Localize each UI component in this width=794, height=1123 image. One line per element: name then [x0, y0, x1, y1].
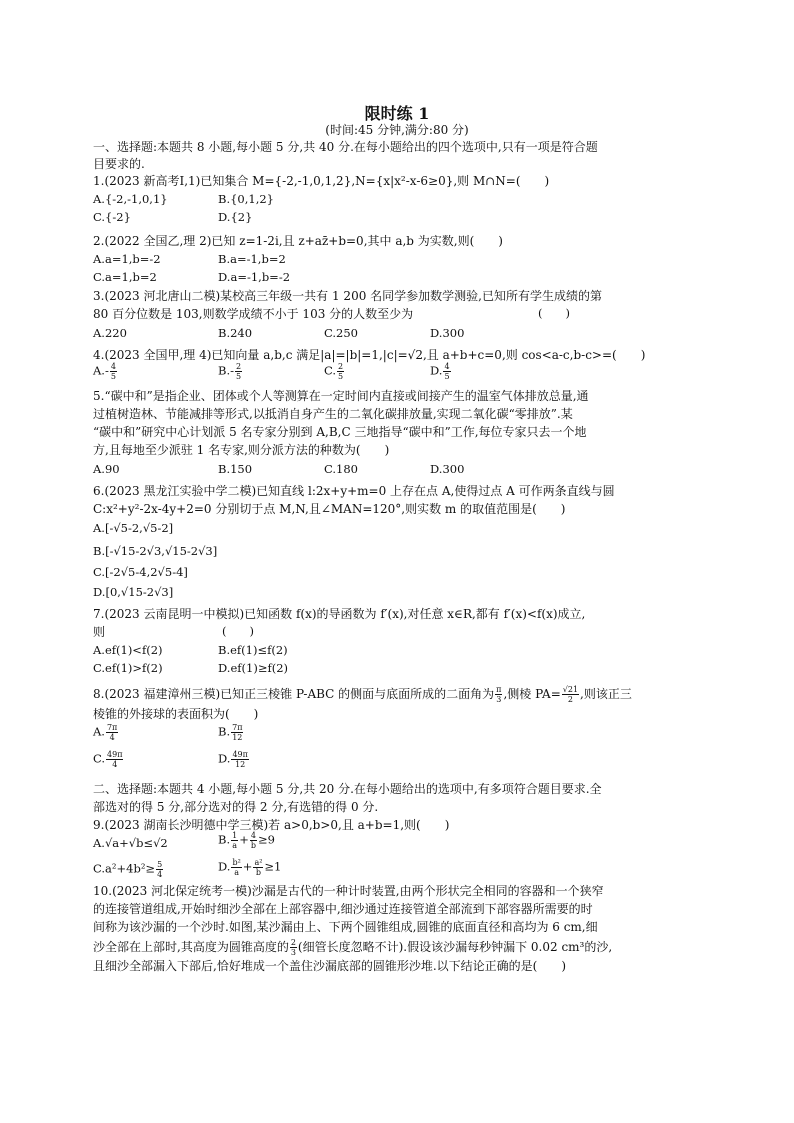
- q9-option-a: A.√a+√b≤√2: [93, 836, 168, 850]
- q9-option-d-denominator2: b: [255, 868, 261, 877]
- q10-stem-line2: 的连接管道组成,开始时细沙全部在上部容器中,细沙通过连接管道全部流到下部容器所需要的时: [93, 902, 593, 916]
- q9-option-b-suffix: ≥9: [257, 832, 275, 847]
- q9-option-c-numerator: 5: [157, 860, 163, 869]
- q7-option-d: D.ef(1)≥f(2): [218, 661, 288, 675]
- q3-option-b: B.240: [218, 326, 253, 340]
- q8-stem-text-end: ,则该正三: [580, 687, 632, 701]
- q4-option-a-prefix: A.-: [93, 363, 109, 378]
- q4-option-c-prefix: C.: [324, 363, 337, 378]
- q9-option-b-fraction2: [250, 831, 257, 850]
- q2-option-a: A.a=1,b=-2: [93, 252, 161, 266]
- q1-option-b: B.{0,1,2}: [218, 192, 275, 206]
- q10-stem-line3: 间称为该沙漏的一个沙时.如图,某沙漏由上、下两个圆锥组成,圆锥的底面直径和高均为 6 cm,细: [93, 920, 598, 934]
- q10-height-numerator: 2: [290, 938, 296, 947]
- q6-option-d: D.[0,√15-2√3]: [93, 585, 174, 599]
- q10-line4-text-end: (细管长度忽略不计).假设该沙漏每秒钟漏下 0.02 cm³的沙,: [297, 940, 613, 954]
- q2-option-b: B.a=-1,b=2: [218, 252, 286, 266]
- q6-stem-line1: 6.(2023 黑龙江实验中学二模)已知直线 l:2x+y+m=0 上存在点 A,使得过点 A 可作两条直线与圆: [93, 484, 615, 498]
- q9-option-d-prefix: D.: [218, 859, 231, 874]
- q5-option-b: B.150: [218, 462, 253, 476]
- q9-option-b-fraction1: [231, 831, 238, 850]
- q9-option-c-denominator: 4: [157, 870, 163, 879]
- q9-option-d-plus: +: [242, 859, 253, 874]
- section2-heading-line1: 二、选择题:本题共 4 小题,每小题 5 分,共 20 分.在每小题给出的选项中,有多项符合题目要求.全: [93, 782, 602, 796]
- q8-angle-fraction: [495, 685, 502, 704]
- section1-heading-line1: 一、选择题:本题共 8 小题,每小题 5 分,共 40 分.在每小题给出的四个选项中,只有一项是符合题: [93, 140, 598, 154]
- q6-stem-line2: C:x²+y²-2x-4y+2=0 分别切于点 M,N,且∠MAN=120°,则实数 m 的取值范围是( ): [93, 502, 566, 516]
- page-subtitle: (时间:45 分钟,满分:80 分): [325, 123, 469, 137]
- q9-option-b-plus: +: [239, 832, 249, 847]
- q4-option-c-numerator: 2: [338, 362, 344, 371]
- q6-option-b: B.[-√15-2√3,√15-2√3]: [93, 544, 218, 558]
- q9-option-b-denominator2: b: [250, 841, 256, 850]
- q8-option-c-prefix: C.: [93, 751, 106, 766]
- q9-option-b-numerator1: 1: [232, 831, 238, 840]
- q9-option-c-prefix: C.a²+4b²≥: [93, 861, 156, 876]
- q8-option-a: [93, 723, 119, 742]
- q8-option-c-denominator: 4: [112, 760, 118, 769]
- q7-option-b: B.ef(1)≤f(2): [218, 643, 288, 657]
- q4-option-b-denominator: 5: [236, 372, 242, 381]
- q10-stem-line1: 10.(2023 河北保定统考一模)沙漏是古代的一种计时装置,由两个形状完全相同的容器和一个狭窄: [93, 884, 604, 898]
- q8-option-d: [218, 750, 250, 769]
- q8-angle-numerator: π: [496, 685, 502, 694]
- q3-stem-line1: 3.(2023 河北唐山二模)某校高三年级一共有 1 200 名同学参加数学测验,已知所有学生成绩的第: [93, 289, 602, 303]
- q8-edge-numerator: √21: [562, 685, 579, 694]
- q10-stem-line4: [93, 938, 612, 957]
- q10-stem-line5: 且细沙全部漏入下部后,恰好堆成一个盖住沙漏底部的圆锥形沙堆.以下结论正确的是( ): [93, 959, 566, 973]
- q8-option-b: [218, 723, 244, 742]
- q8-option-a-denominator: 4: [109, 733, 115, 742]
- q9-option-b: [218, 831, 275, 850]
- q8-option-b-fraction: [231, 723, 243, 742]
- page-title: 限时练 1: [364, 104, 430, 123]
- q3-option-c: C.250: [324, 326, 358, 340]
- q4-option-d-denominator: 5: [444, 372, 450, 381]
- q4-option-c: [324, 362, 345, 381]
- q4-option-d: [430, 362, 452, 381]
- q6-option-a: A.[-√5-2,√5-2]: [93, 521, 174, 535]
- section2-heading-line2: 部选对的得 5 分,部分选对的得 2 分,有选错的得 0 分.: [93, 800, 379, 814]
- q10-height-denominator: 3: [290, 948, 296, 957]
- q4-option-d-numerator: 4: [444, 362, 450, 371]
- q9-option-d: [218, 858, 281, 877]
- q8-stem-line2: 棱锥的外接球的表面积为( ): [93, 707, 259, 721]
- q9-stem: 9.(2023 湖南长沙明德中学三模)若 a>0,b>0,且 a+b=1,则( ): [93, 818, 450, 832]
- q3-answer-paren: ( ): [538, 306, 570, 320]
- q8-edge-denominator: 2: [567, 695, 573, 704]
- q8-option-a-fraction: [106, 723, 118, 742]
- q8-option-c: [93, 750, 124, 769]
- q5-stem-line2: 过植树造林、节能减排等形式,以抵消自身产生的二氧化碳排放量,实现二氧化碳“零排放”.某: [93, 407, 573, 421]
- q5-stem-line3: “碳中和”研究中心计划派 5 名专家分别到 A,B,C 三地指导“碳中和”工作,每位专家只去一个地: [93, 425, 587, 439]
- q8-option-b-denominator: 12: [232, 733, 243, 742]
- q5-option-c: C.180: [324, 462, 358, 476]
- q4-option-a-denominator: 5: [110, 372, 116, 381]
- q9-option-d-numerator1: b²: [232, 858, 241, 867]
- q5-option-d: D.300: [430, 462, 465, 476]
- q8-stem-line1: [93, 685, 632, 704]
- q7-stem-line2: 则: [93, 625, 106, 639]
- q4-option-a-numerator: 4: [110, 362, 116, 371]
- q8-option-d-prefix: D.: [218, 751, 231, 766]
- q9-option-d-numerator2: a²: [254, 858, 263, 867]
- q8-option-d-numerator: 49π: [232, 750, 248, 759]
- q9-option-d-denominator1: a: [234, 868, 240, 877]
- q2-stem: 2.(2022 全国乙,理 2)已知 z=1-2i,且 z+az̄+b=0,其中 a,b 为实数,则( ): [93, 234, 503, 248]
- q10-line4-text-start: 沙全部在上部时,其高度为圆锥高度的: [93, 940, 289, 954]
- q8-stem-text-start: 8.(2023 福建漳州三模)已知正三棱锥 P-ABC 的侧面与底面所成的二面角为: [93, 687, 495, 701]
- q9-option-d-fraction2: [253, 858, 263, 877]
- q9-option-b-prefix: B.: [218, 832, 231, 847]
- q5-stem-line4: 方,且每地至少派驻 1 名专家,则分派方法的种数为( ): [93, 443, 390, 457]
- q4-option-b-numerator: 2: [236, 362, 242, 371]
- q1-option-d: D.{2}: [218, 210, 253, 224]
- q4-option-a-fraction: [110, 362, 117, 381]
- q3-option-d: D.300: [430, 326, 465, 340]
- q5-stem-line1: 5.“碳中和”是指企业、团体或个人等测算在一定时间内直接或间接产生的温室气体排放总量,通: [93, 389, 589, 403]
- q8-option-a-numerator: 7π: [106, 723, 118, 732]
- q9-option-b-denominator1: a: [232, 841, 238, 850]
- q8-edge-fraction: [562, 685, 579, 704]
- q10-height-fraction: [290, 938, 297, 957]
- q8-option-d-fraction: [231, 750, 248, 769]
- q4-option-d-prefix: D.: [430, 363, 443, 378]
- q8-option-a-prefix: A.: [93, 724, 105, 739]
- q9-option-d-fraction1: [231, 858, 241, 877]
- q5-option-a: A.90: [93, 462, 120, 476]
- q9-option-c: [93, 860, 164, 879]
- q4-option-b-fraction: [235, 362, 242, 381]
- q2-option-c: C.a=1,b=2: [93, 270, 157, 284]
- q2-option-d: D.a=-1,b=-2: [218, 270, 291, 284]
- q7-answer-paren: ( ): [222, 624, 254, 638]
- q8-option-b-prefix: B.: [218, 724, 231, 739]
- q7-option-c: C.ef(1)>f(2): [93, 661, 163, 675]
- q1-stem: 1.(2023 新高考Ⅰ,1)已知集合 M={-2,-1,0,1,2},N={x|x²-x-6≥0},则 M∩N=( ): [93, 174, 550, 188]
- q6-option-c: C.[-2√5-4,2√5-4]: [93, 565, 188, 579]
- q9-option-c-fraction: [156, 860, 163, 879]
- q3-stem-line2: 80 百分位数是 103,则数学成绩不小于 103 分的人数至少为: [93, 307, 414, 321]
- q9-option-d-suffix: ≥1: [264, 859, 282, 874]
- q4-option-b: [218, 362, 243, 381]
- q4-option-d-fraction: [443, 362, 450, 381]
- q8-option-d-denominator: 12: [235, 760, 246, 769]
- q9-option-b-numerator2: 4: [250, 831, 256, 840]
- q4-option-b-prefix: B.-: [218, 363, 234, 378]
- q8-option-b-numerator: 7π: [232, 723, 243, 732]
- q1-option-a: A.{-2,-1,0,1}: [93, 192, 168, 206]
- q4-option-c-fraction: [337, 362, 344, 381]
- q8-option-c-numerator: 49π: [107, 750, 123, 759]
- section1-heading-line2: 目要求的.: [93, 157, 145, 171]
- q7-stem-line1: 7.(2023 云南昆明一中模拟)已知函数 f(x)的导函数为 f′(x),对任意 x∈R,都有 f′(x)<f(x)成立,: [93, 607, 586, 621]
- q7-option-a: A.ef(1)<f(2): [93, 643, 163, 657]
- q4-stem: 4.(2023 全国甲,理 4)已知向量 a,b,c 满足|a|=|b|=1,|c|=√2,且 a+b+c=0,则 cos<a-c,b-c>=( ): [93, 348, 646, 362]
- q4-option-c-denominator: 5: [338, 372, 344, 381]
- q1-option-c: C.{-2}: [93, 210, 131, 224]
- q8-option-c-fraction: [106, 750, 123, 769]
- q3-option-a: A.220: [93, 326, 127, 340]
- q8-stem-text-mid: ,侧棱 PA=: [503, 687, 561, 701]
- q8-angle-denominator: 3: [496, 695, 502, 704]
- q4-option-a: [93, 362, 118, 381]
